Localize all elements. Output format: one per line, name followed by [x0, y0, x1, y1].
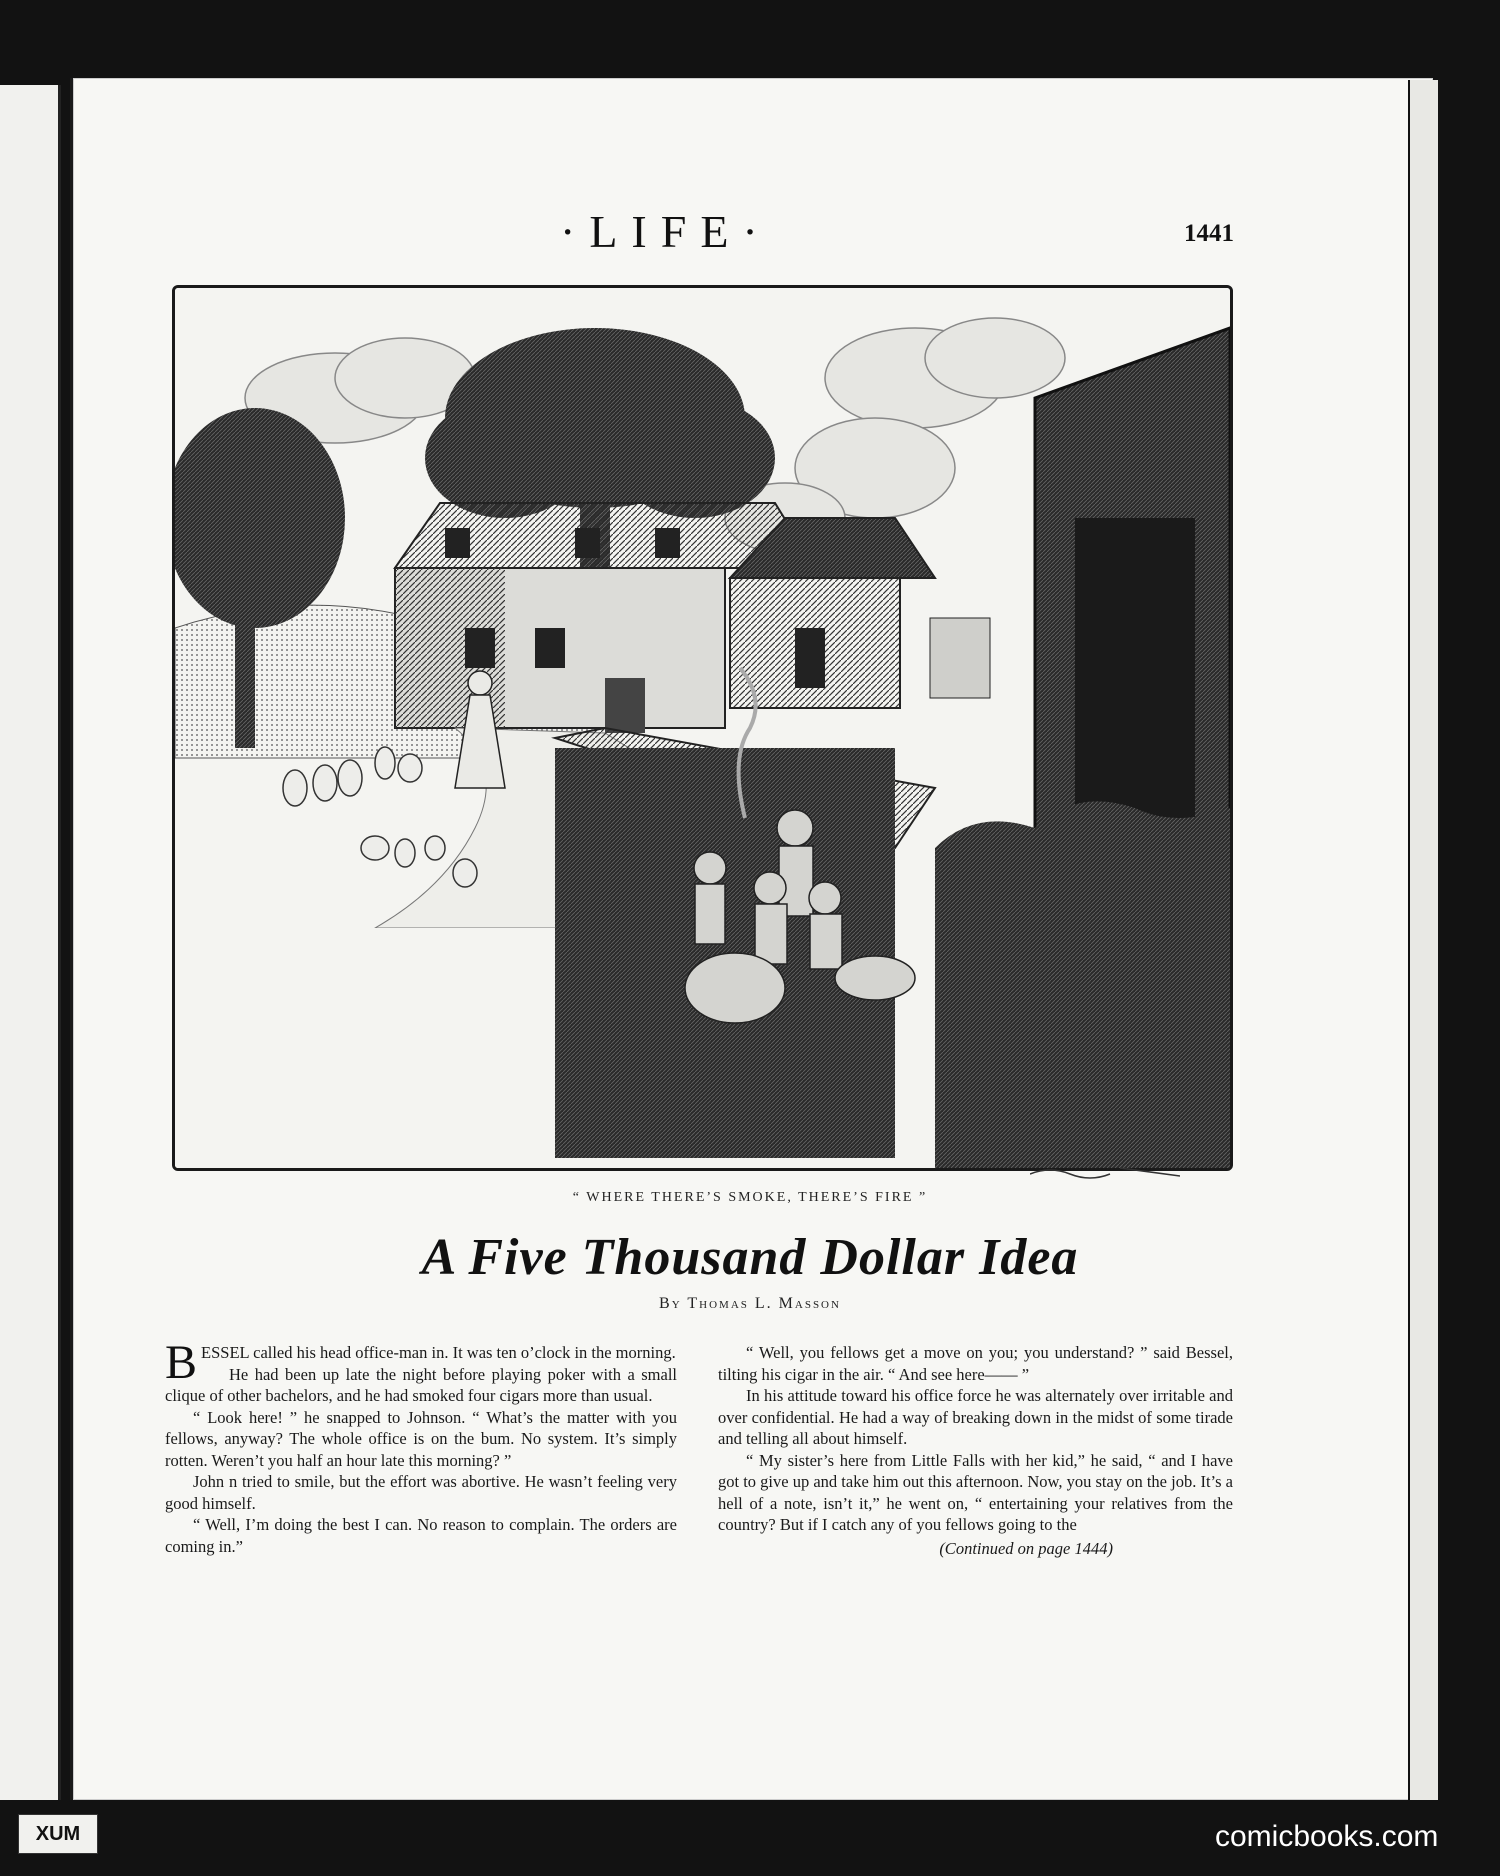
folio-tag: XUM	[18, 1814, 98, 1854]
left-column	[165, 1336, 677, 1557]
paragraph-text: ESSEL called his head office-man in. It was ten o’clock in the morning.	[201, 1343, 676, 1362]
paragraph: He had been up late the night before playing poker with a small clique of other bachelors, and he had smoked four cigars more than usual.	[165, 1364, 677, 1405]
illustration-caption: “ WHERE THERE’S SMOKE, THERE’S FIRE ”	[572, 1190, 928, 1205]
shed	[555, 728, 935, 1158]
paragraph: “ Well, I’m doing the best I can. No reason to complain. The orders are coming in.”	[165, 1515, 677, 1556]
right-column	[718, 1342, 1233, 1559]
paragraph: “ My sister’s here from Little Falls with her kid,” he said, “ and I have got to give up and take him out this afternoon. Now, you stay on the job. It’s a hell of a note, isn’t it,” he went on, “ entertaining your relatives from the country? But if I catch any of you fellows going to the	[718, 1450, 1233, 1534]
drop-cap: B	[165, 1336, 198, 1389]
facing-page-edge	[0, 85, 61, 1800]
masthead: ·LIFE·	[560, 206, 772, 257]
paragraph: In his attitude toward his office force he was alternately over irritable and over confidential. He had a way of breaking down in the midst of some tirade and telling all about himself.	[718, 1386, 1233, 1448]
page-edge	[1408, 80, 1438, 1800]
article-title: A Five Thousand Dollar Idea	[421, 1229, 1079, 1286]
watermark: comicbooks.com	[1215, 1820, 1439, 1853]
paragraph: John n tried to smile, but the effort was abortive. He wasn’t feeling very good himself.	[165, 1472, 677, 1513]
page-number: 1441	[1184, 220, 1234, 247]
artist-signature	[1030, 1164, 1180, 1180]
byline: By Thomas L. Masson	[659, 1295, 841, 1312]
farm-illustration	[172, 285, 1233, 1171]
paragraph: “ Well, you fellows get a move on you; you understand? ” said Bessel, tilting his cigar in the air. “ And see here—— ”	[718, 1343, 1233, 1384]
continued-note: (Continued on page 1444)	[939, 1538, 1113, 1558]
paragraph: “ Look here! ” he snapped to Johnson. “ What’s the matter with you fellows, anyway? The whole office is on the bum. No system. It’s simply rotten. Weren’t you half an hour late this morning? ”	[165, 1407, 677, 1470]
